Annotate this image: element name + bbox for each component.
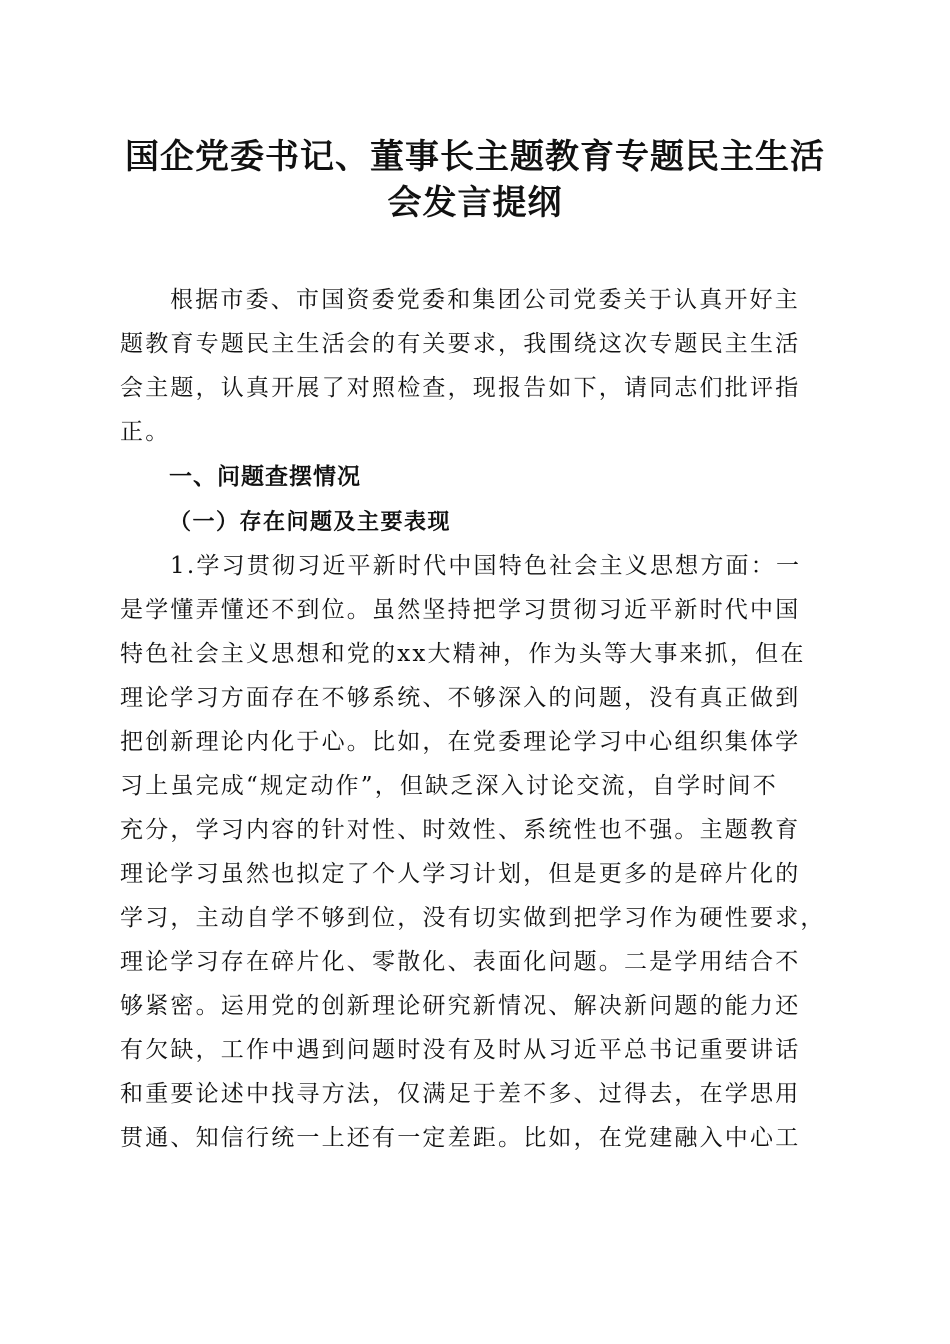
item-1-line-2: 是学懂弄懂还不到位。虽然坚持把学习贯彻习近平新时代中国 bbox=[120, 597, 801, 623]
intro-paragraph bbox=[120, 278, 832, 454]
item-1-line-8: 理论学习虽然也拟定了个人学习计划，但是更多的是碎片化的 bbox=[120, 861, 801, 887]
item-1-line-9: 学习，主动自学不够到位，没有切实做到把学习作为硬性要求， bbox=[120, 905, 826, 931]
item-1-line-10: 理论学习存在碎片化、零散化、表面化问题。二是学用结合不 bbox=[120, 949, 801, 975]
intro-line-1: 根据市委、市国资委党委和集团公司党委关于认真开好主 bbox=[170, 287, 800, 313]
item-1-line-14: 贯通、知信行统一上还有一定差距。比如，在党建融入中心工 bbox=[120, 1125, 801, 1151]
item-1-line-13: 和重要论述中找寻方法，仅满足于差不多、过得去，在学思用 bbox=[120, 1081, 801, 1107]
title-line-2: 会发言提纲 bbox=[387, 183, 563, 223]
title-line-1: 国企党委书记、董事长主题教育专题民主生活 bbox=[125, 137, 825, 177]
item-1-line-12: 有欠缺，工作中遇到问题时没有及时从习近平总书记重要讲话 bbox=[120, 1037, 801, 1063]
item-1-paragraph bbox=[120, 544, 832, 1160]
section-heading: 一、问题查摆情况 bbox=[169, 464, 361, 490]
item-1-line-11: 够紧密。运用党的创新理论研究新情况、解决新问题的能力还 bbox=[120, 993, 801, 1019]
intro-line-3: 会主题，认真开展了对照检查，现报告如下，请同志们批评指 bbox=[120, 375, 801, 401]
item-1-line-3: 特色社会主义思想和党的xx大精神，作为头等大事来抓，但在 bbox=[120, 641, 806, 667]
item-1-line-5: 把创新理论内化于心。比如，在党委理论学习中心组织集体学 bbox=[120, 729, 801, 755]
subsection-heading: （一）存在问题及主要表现 bbox=[169, 509, 452, 535]
item-1-line-7: 充分，学习内容的针对性、时效性、系统性也不强。主题教育 bbox=[120, 817, 801, 843]
intro-line-2: 题教育专题民主生活会的有关要求，我围绕这次专题民主生活 bbox=[120, 331, 801, 357]
item-1-line-1: 1.学习贯彻习近平新时代中国特色社会主义思想方面：一 bbox=[170, 553, 802, 579]
item-1-line-4: 理论学习方面存在不够系统、不够深入的问题，没有真正做到 bbox=[120, 685, 801, 711]
document-title bbox=[100, 134, 850, 226]
intro-line-4: 正。 bbox=[120, 419, 171, 445]
item-1-line-6: 习上虽完成“规定动作”，但缺乏深入讨论交流，自学时间不 bbox=[120, 773, 778, 799]
